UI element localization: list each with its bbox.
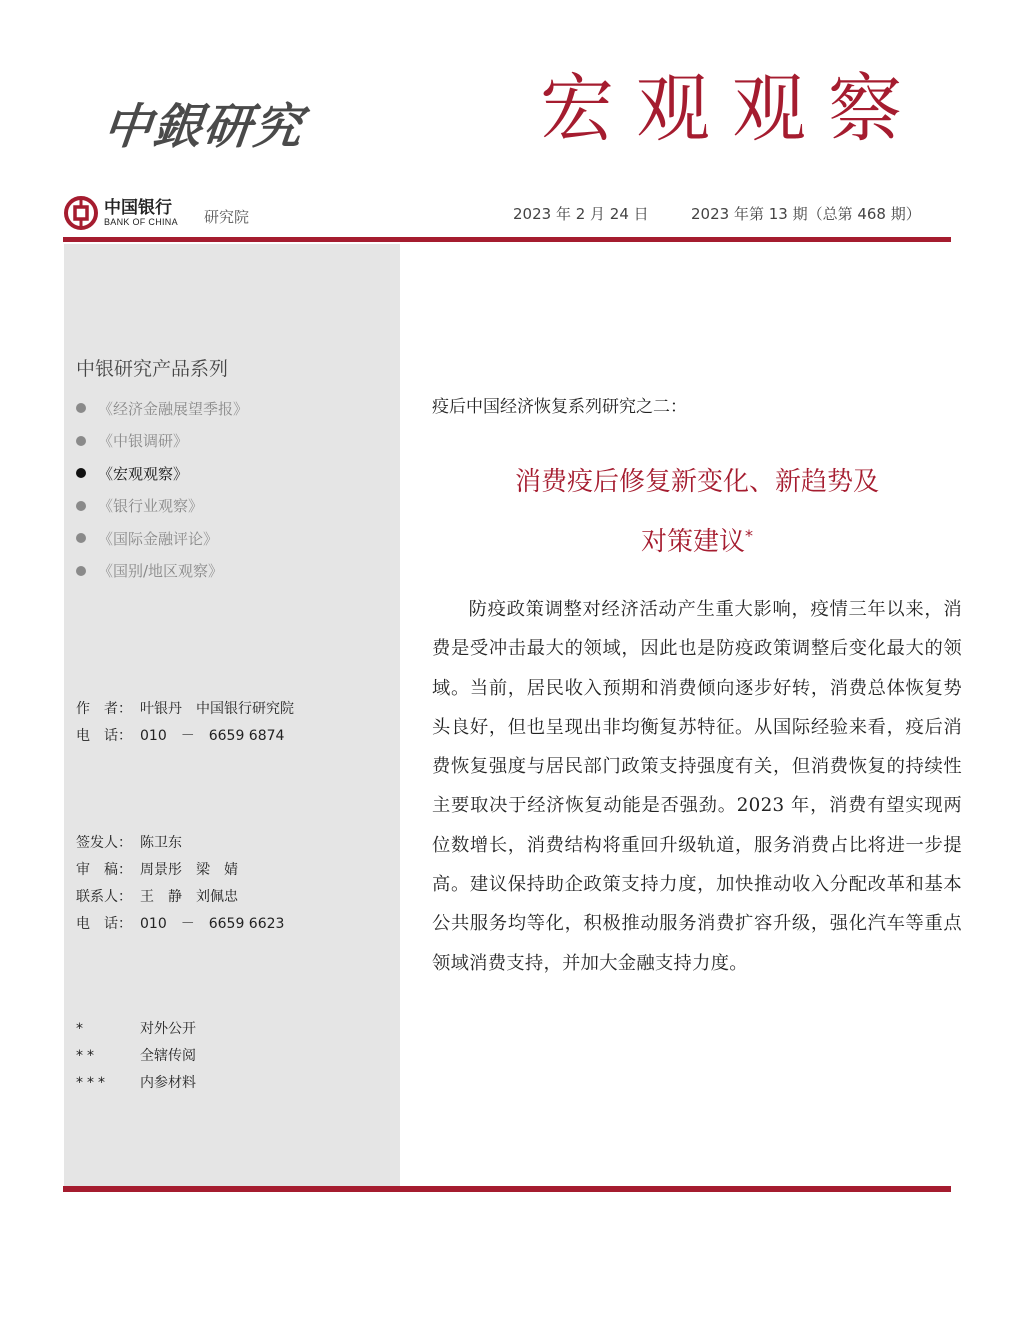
phone-value: 010 － 6659 6623 [140, 916, 285, 932]
bullet-icon [76, 436, 86, 446]
institute-label: 研究院 [204, 208, 250, 226]
series-item-label: 《经济金融展望季报》 [98, 399, 249, 418]
series-item [76, 425, 248, 458]
bullet-icon [76, 501, 86, 511]
series-item [76, 522, 248, 555]
author-block [76, 696, 294, 750]
author-label: 作 者： [76, 701, 132, 717]
title-footnote-mark: * [745, 526, 753, 545]
bullet-icon [76, 566, 86, 576]
reviewer-value: 周景彤 梁 婧 [140, 862, 238, 878]
classification-stars: * [76, 1021, 87, 1037]
phone-label: 电 话： [76, 728, 132, 744]
top-divider [63, 237, 951, 242]
main-content [432, 392, 962, 983]
bullet-icon [76, 403, 86, 413]
author-value: 叶银丹 中国银行研究院 [140, 701, 294, 717]
series-item-label: 《国别/地区观察》 [98, 562, 224, 581]
series-item-label: 《国际金融评论》 [98, 529, 219, 548]
classification-stars: ** [76, 1048, 98, 1064]
series-item [76, 555, 248, 588]
series-item-label: 《银行业观察》 [98, 497, 204, 516]
boc-logo-icon [64, 196, 98, 230]
issue-date: 2023 年 2 月 24 日 [513, 205, 649, 223]
classification-legend [76, 1016, 196, 1097]
abstract-paragraph: 防疫政策调整对经济活动产生重大影响，疫情三年以来，消费是受冲击最大的领域，因此也是防疫政策调整后变化最大的领域。当前，居民收入预期和消费倾向逐步好转，消费总体恢复势头良好，但也呈现出非均衡复苏特征。从国际经验来看，疫后消费恢复强度与居民部门政策支持强度有关，但消费恢复的持续性主要取决于经济恢复动能是否强劲。2023 年，消费有望实现两位数增长，消费结构将重回升级轨道，服务消费占比将进一步提高。建议保持助企政策支持力度，加快推动收入分配改革和基本公共服务均等化，积极推动服务消费扩容升级，强化汽车等重点领域消费支持，并加大金融支持力度。 [432, 599, 962, 974]
issue-number: 2023 年第 13 期（总第 468 期） [691, 205, 921, 223]
classification-label: 全辖传阅 [140, 1048, 196, 1064]
classification-stars: *** [76, 1075, 109, 1091]
signer-label: 签发人： [76, 835, 132, 851]
bullet-icon [76, 533, 86, 543]
logo-chinese-name: 中国银行 [104, 197, 172, 218]
series-item-label: 《中银调研》 [98, 432, 189, 451]
series-item-label: 《宏观观察》 [98, 464, 189, 483]
report-title-line1: 消费疫后修复新变化、新趋势及 [514, 467, 879, 497]
series-item [76, 392, 248, 425]
reviewer-label: 审 稿： [76, 862, 132, 878]
series-title: 中银研究产品系列 [76, 358, 229, 380]
logo-english-name: BANK OF CHINA [104, 217, 178, 228]
signer-value: 陈卫东 [140, 835, 182, 851]
masthead-title: 宏观观察 [540, 66, 924, 152]
bullet-icon [76, 468, 86, 478]
classification-label: 对外公开 [140, 1021, 196, 1037]
sidebar [64, 244, 400, 1186]
series-item-current [76, 457, 248, 490]
brand-calligraphy-logo: 中銀研究 [100, 99, 307, 155]
phone-value: 010 － 6659 6874 [140, 728, 285, 744]
bottom-divider [63, 1186, 951, 1192]
series-item [76, 490, 248, 523]
report-title [432, 452, 962, 572]
contact-label: 联系人： [76, 889, 132, 905]
series-list [76, 392, 248, 587]
classification-label: 内参材料 [140, 1075, 196, 1091]
report-title-line2: 对策建议 [640, 527, 745, 557]
series-heading: 疫后中国经济恢复系列研究之二： [432, 397, 687, 417]
phone-label: 电 话： [76, 916, 132, 932]
contact-value: 王 静 刘佩忠 [140, 889, 238, 905]
signoff-block [76, 830, 284, 938]
boc-logo [64, 196, 178, 230]
